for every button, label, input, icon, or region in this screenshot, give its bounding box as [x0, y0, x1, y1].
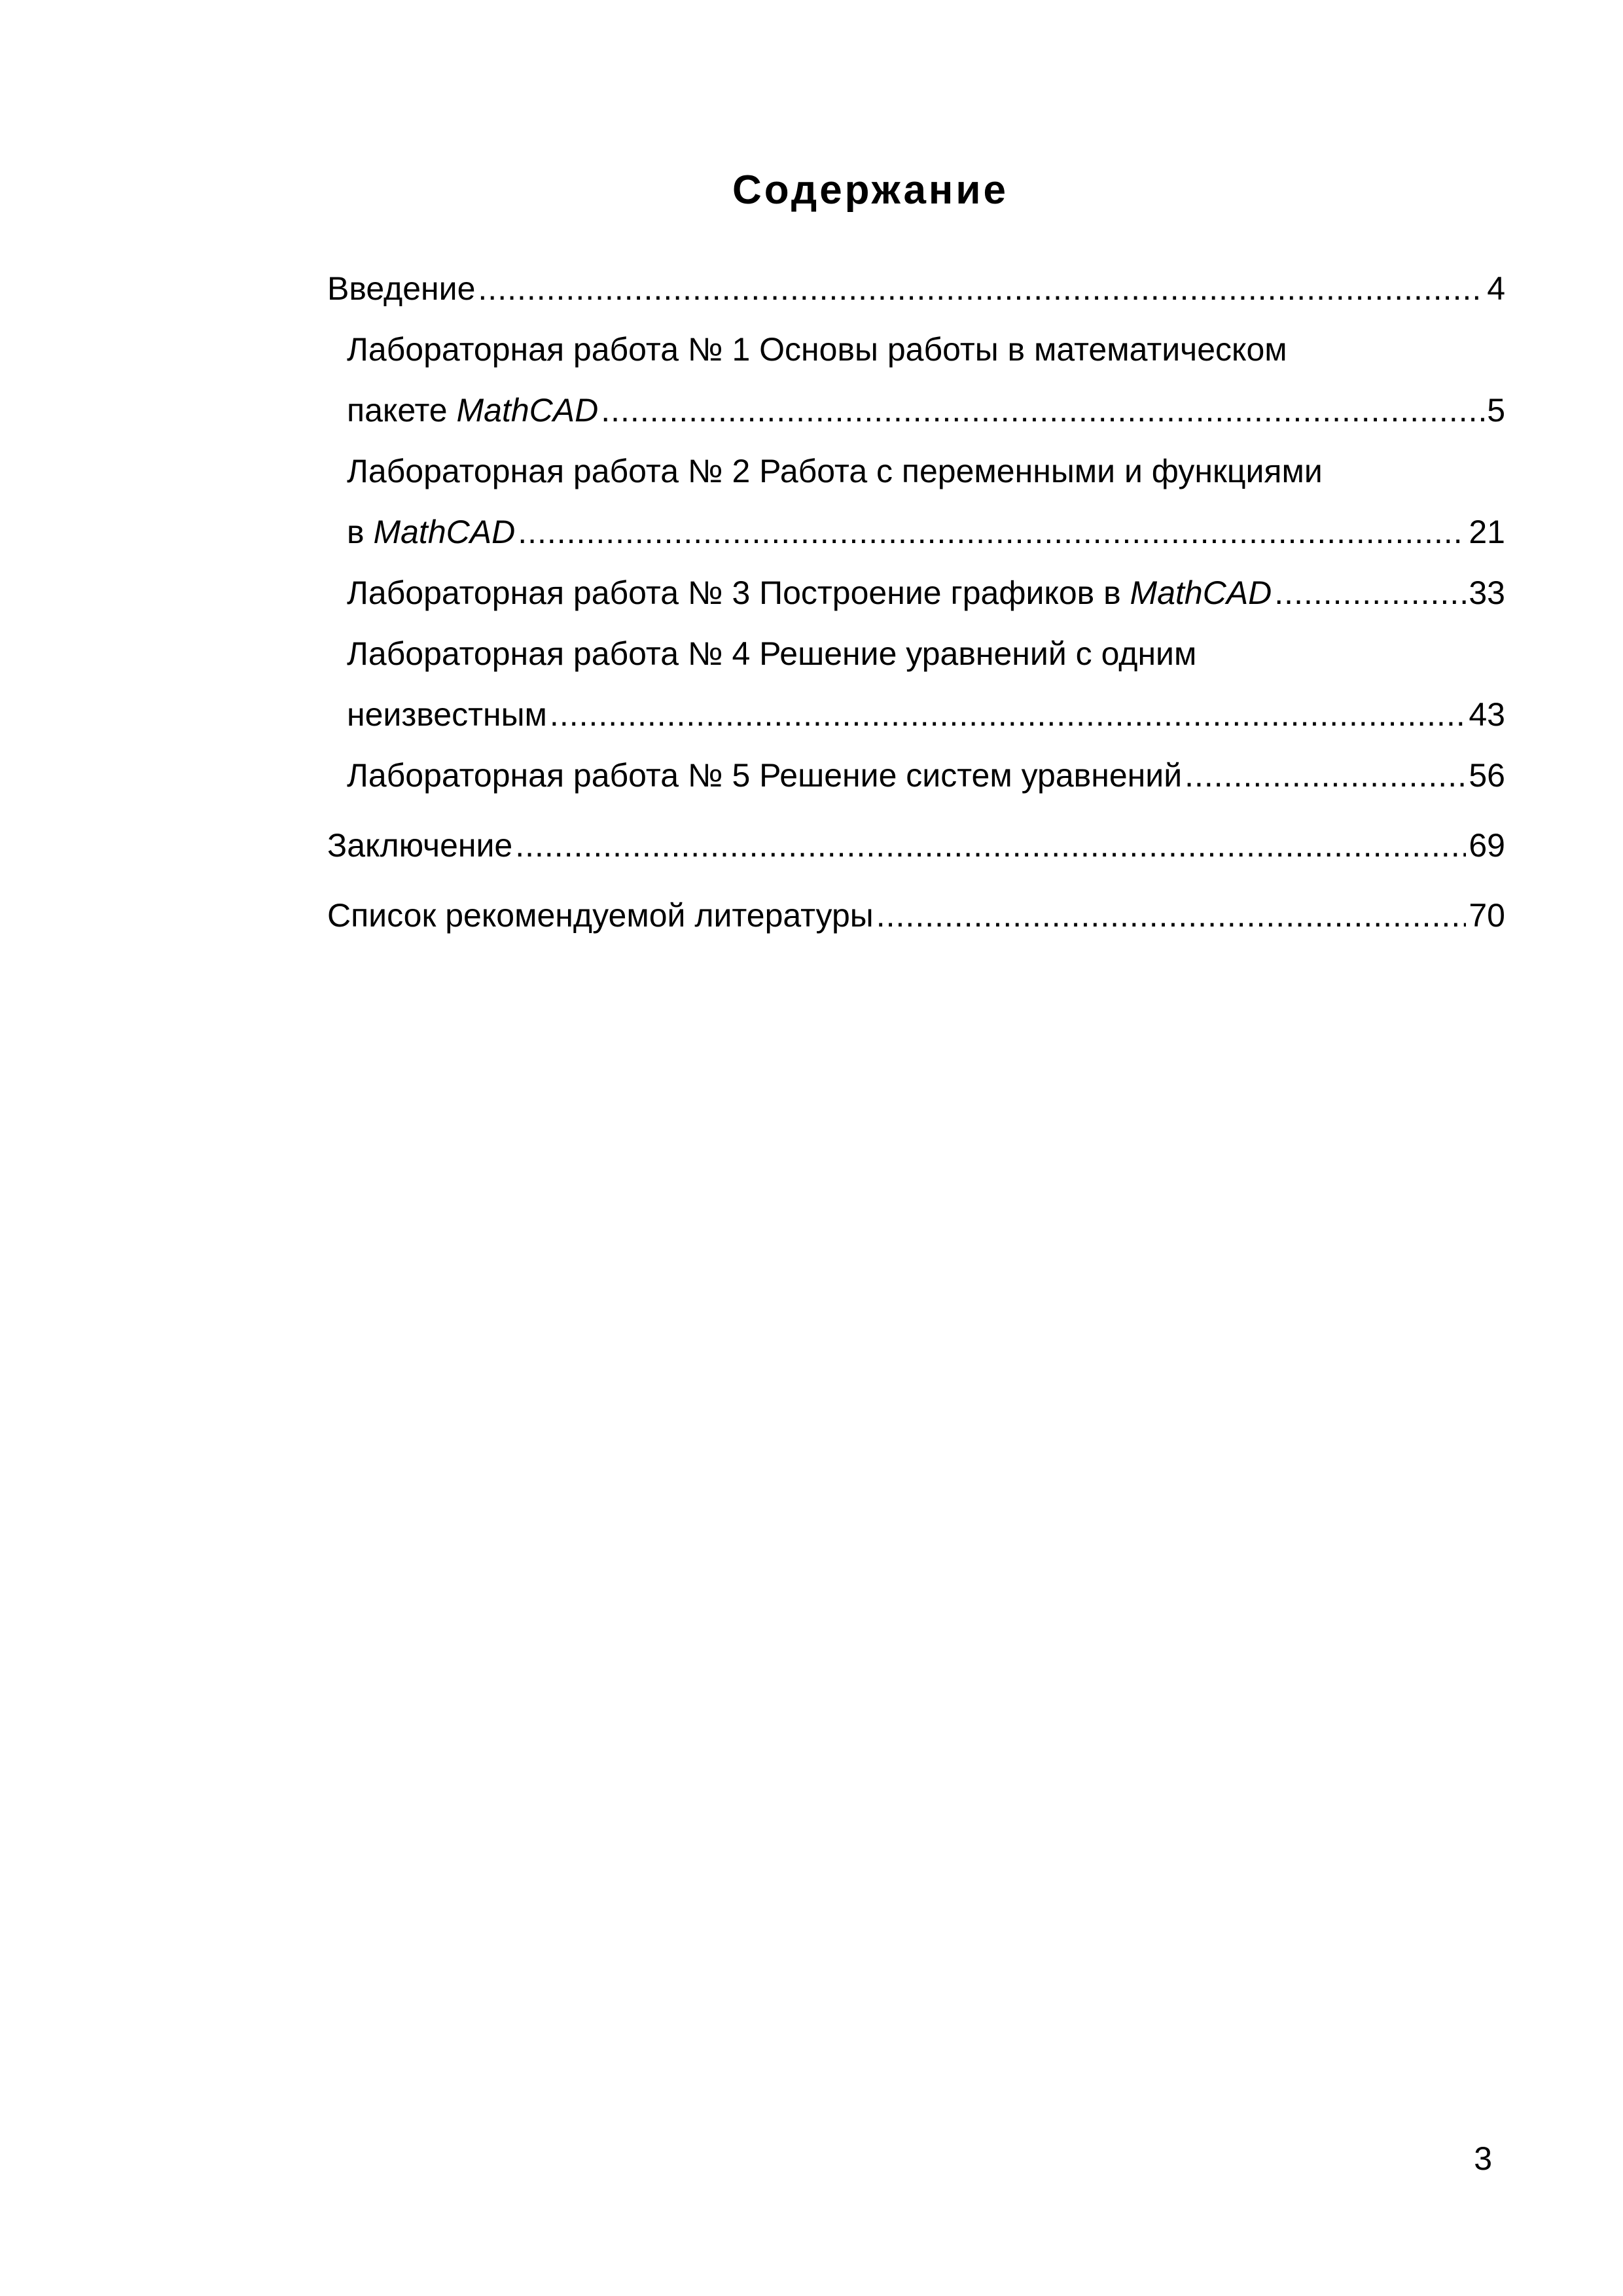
toc-page-number: 33 — [1469, 574, 1505, 611]
toc-entry-lab-3[interactable] — [327, 563, 1505, 624]
toc-entry-title: Заключение — [327, 827, 513, 864]
page-title: Содержание — [732, 168, 1008, 213]
italic-term: MathCAD — [373, 514, 516, 550]
table-of-contents — [327, 258, 1505, 946]
toc-entry-title: Лабораторная работа № 2 Работа с переменными и функциями — [347, 453, 1323, 489]
dot-leader — [1274, 563, 1466, 624]
toc-page-number: 69 — [1469, 827, 1505, 864]
page-number: 3 — [1474, 2140, 1492, 2177]
toc-page-number: 43 — [1469, 696, 1505, 733]
toc-entry-title: Лабораторная работа № 5 Решение систем уравнений — [347, 757, 1183, 794]
dot-leader — [550, 684, 1466, 745]
toc-entry-lab-5[interactable] — [327, 745, 1505, 806]
toc-page-number: 4 — [1487, 270, 1505, 307]
toc-entry-title: Список рекомендуемой литературы — [327, 897, 874, 934]
dot-leader — [601, 380, 1484, 441]
dot-leader — [515, 815, 1466, 876]
toc-entry-title-continued: пакете MathCAD — [347, 392, 599, 429]
toc-entry-introduction[interactable] — [327, 258, 1505, 319]
toc-page-number: 56 — [1469, 757, 1505, 794]
toc-entry-title: Лабораторная работа № 3 Построение графиков в MathCAD — [347, 574, 1272, 611]
toc-entry-references[interactable] — [327, 885, 1505, 946]
dot-leader — [1185, 745, 1466, 806]
toc-entry-lab-2[interactable] — [327, 441, 1505, 563]
toc-entry-title: Лабораторная работа № 4 Решение уравнений с одним — [347, 635, 1197, 672]
italic-term: MathCAD — [456, 392, 599, 429]
toc-page-number: 5 — [1487, 392, 1505, 429]
toc-entry-title-continued: неизвестным — [347, 696, 547, 733]
toc-page-number: 70 — [1469, 897, 1505, 934]
italic-term: MathCAD — [1130, 574, 1272, 611]
toc-entry-title: Лабораторная работа № 1 Основы работы в математическом — [347, 331, 1287, 368]
toc-entry-lab-1[interactable] — [327, 319, 1505, 441]
toc-entry-conclusion[interactable] — [327, 815, 1505, 876]
dot-leader — [478, 258, 1484, 319]
dot-leader — [876, 885, 1467, 946]
toc-entry-title: Введение — [327, 270, 476, 307]
dot-leader — [518, 502, 1466, 563]
toc-page-number: 21 — [1469, 514, 1505, 550]
toc-entry-title-continued: в MathCAD — [347, 514, 516, 550]
toc-entry-lab-4[interactable] — [327, 624, 1505, 745]
